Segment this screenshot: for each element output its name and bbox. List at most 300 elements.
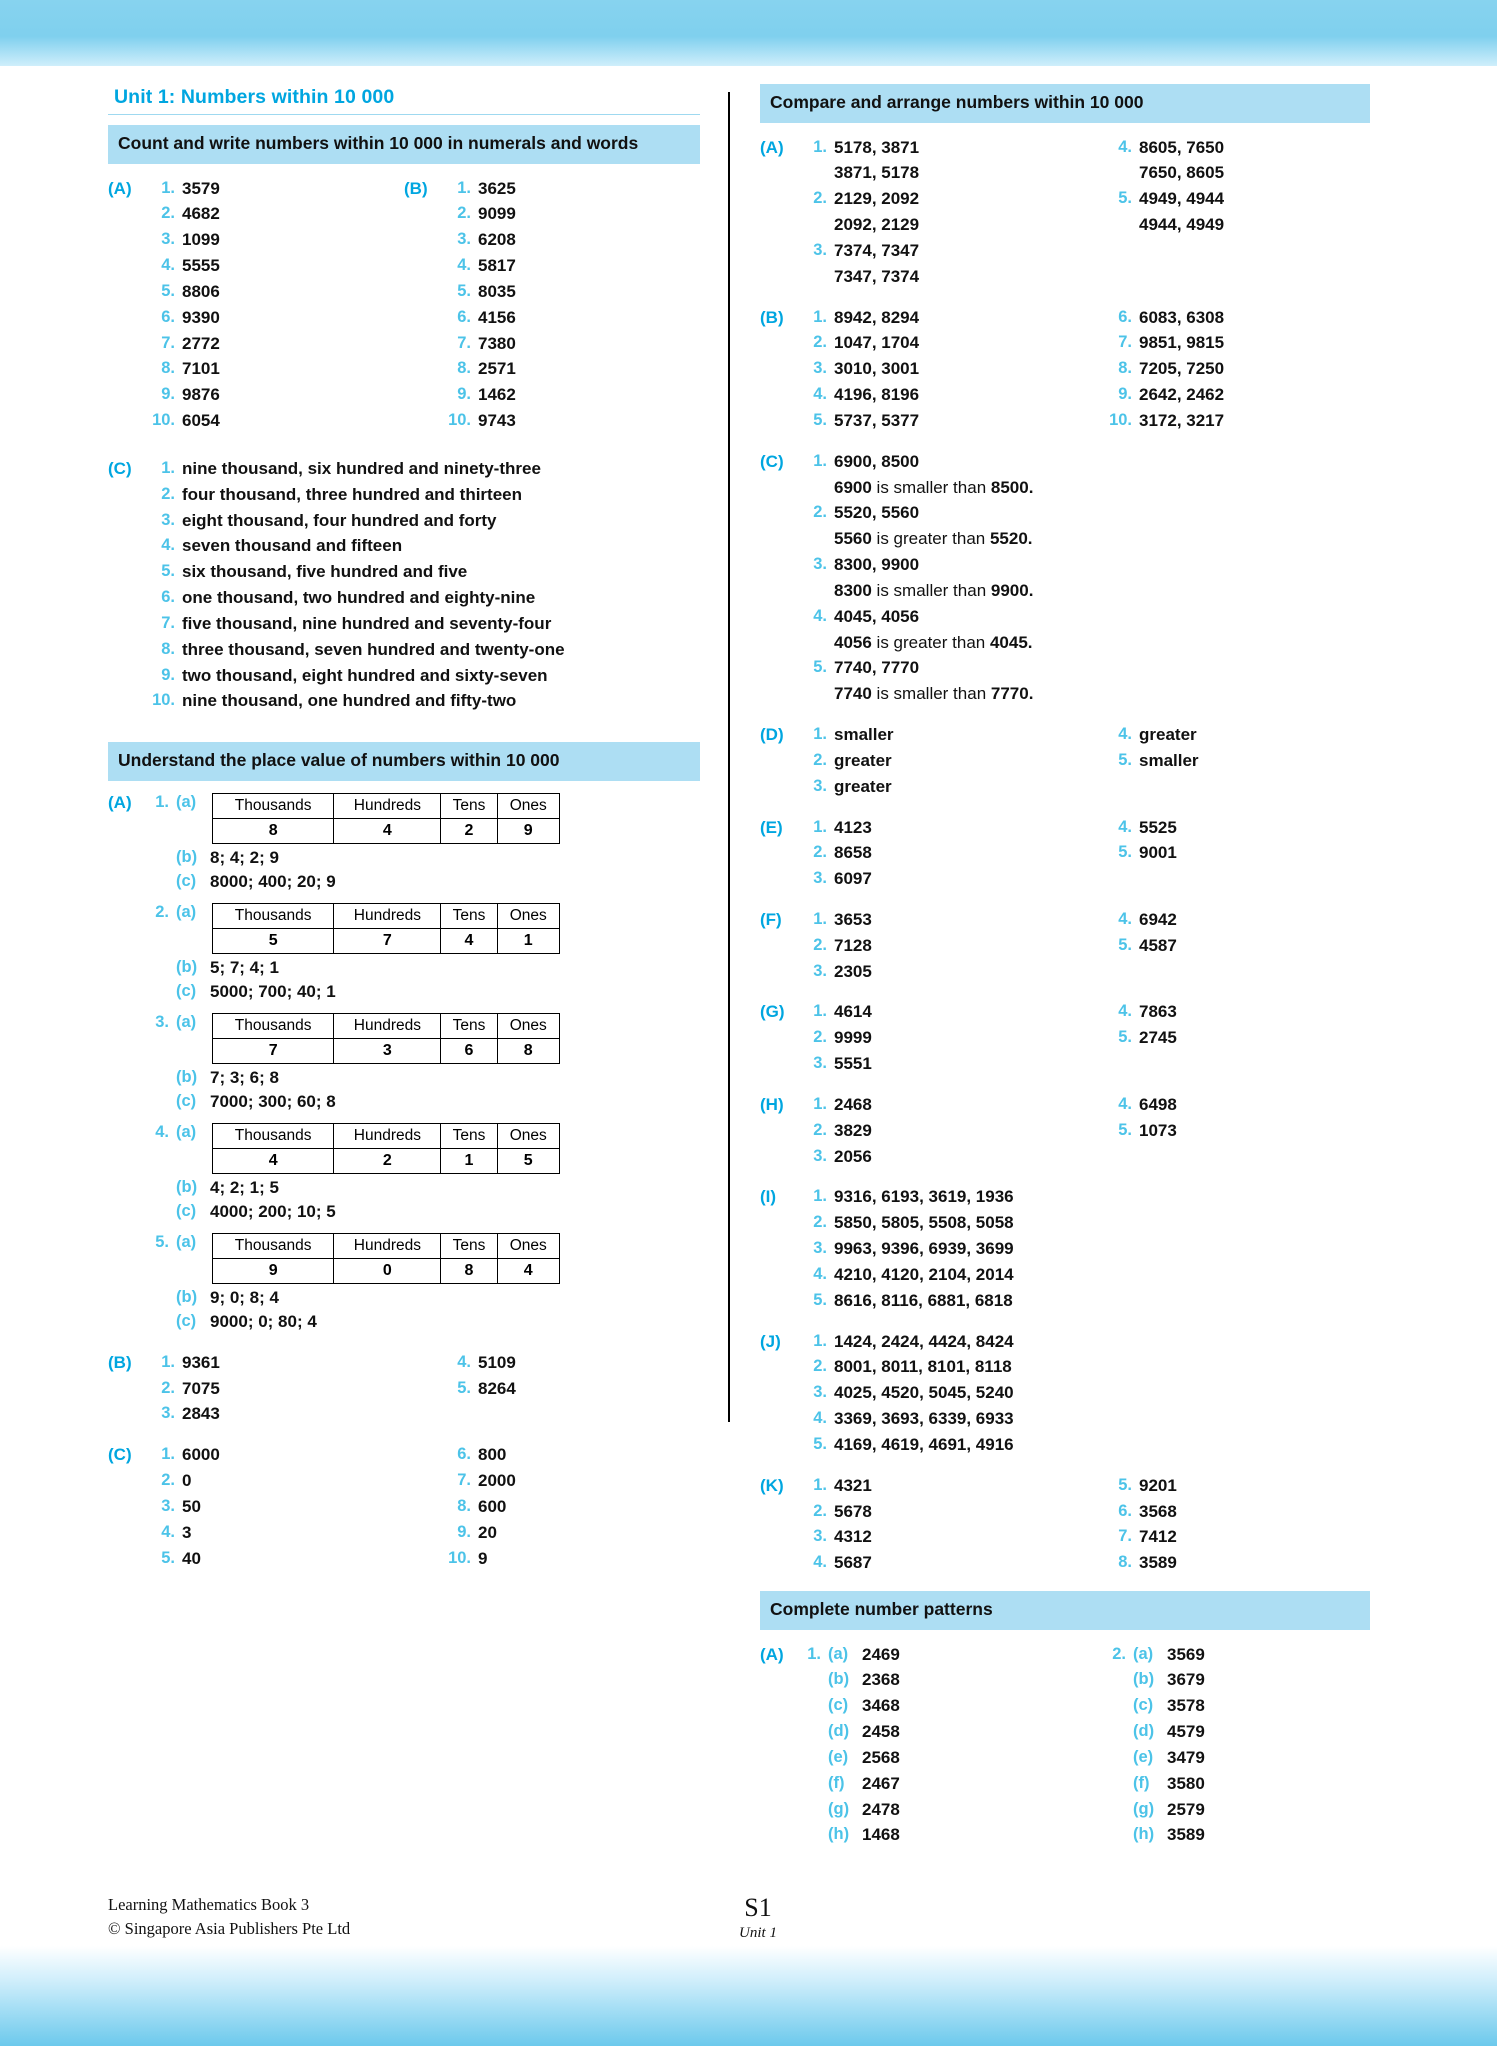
item-number: 5. (1118, 843, 1132, 862)
right-section-k-col1 (760, 1473, 1065, 1576)
answer-value: one thousand, two hundred and eighty-nine (182, 588, 536, 608)
digit-cell: 4 (213, 1148, 334, 1173)
item-number: 5. (1118, 935, 1132, 954)
item-number: 3. (161, 1496, 175, 1515)
item-number: 6. (1118, 307, 1132, 326)
answer-value: five thousand, nine hundred and seventy-four (182, 613, 552, 633)
answer-row (760, 212, 1065, 238)
spacer (108, 1178, 146, 1198)
answer-value: 1462 (478, 385, 516, 405)
right-column (730, 84, 1370, 1848)
item-number: 3. (161, 1404, 175, 1423)
answer-row (1065, 382, 1370, 408)
item-number: 8. (1118, 359, 1132, 378)
answer-row (760, 630, 1370, 656)
answer-row (760, 449, 1370, 475)
place-value-line (108, 1202, 700, 1222)
item-number: 4. (813, 1264, 827, 1283)
answer-value: 2092, 2129 (834, 215, 920, 235)
answer-value: 5850, 5805, 5508, 5058 (834, 1213, 1014, 1233)
footer-unit-label: Unit 1 (739, 1925, 777, 1941)
left-section-b2-block (108, 1350, 700, 1427)
item-number: 2. (813, 1213, 827, 1232)
pattern-letter: (b) (828, 1670, 850, 1689)
answer-value: 9316, 6193, 3619, 1936 (834, 1187, 1014, 1207)
sub-label: (b) (176, 1177, 198, 1196)
spacer (108, 892, 700, 903)
right-section-a-col2 (1065, 135, 1370, 290)
answer-row (760, 1329, 1370, 1355)
item-number: 5. (1118, 189, 1132, 208)
answer-value: 4944, 4949 (1139, 215, 1225, 235)
answer-value: 4210, 4120, 2104, 2014 (834, 1264, 1014, 1284)
item-number: 7. (457, 1471, 471, 1490)
place-value-item (108, 1123, 700, 1174)
section-label: (A) (108, 178, 132, 198)
answer-value: 9743 (478, 411, 516, 431)
answer-value: 3568 (1139, 1501, 1177, 1521)
item-number: 2. (155, 902, 169, 921)
pattern-row (760, 1693, 1065, 1719)
item-number: 8. (161, 639, 175, 658)
answer-value: 5000; 700; 40; 1 (210, 981, 336, 1001)
digit-cell: 2 (441, 818, 497, 843)
answer-row (108, 253, 404, 279)
table-row (213, 928, 560, 953)
compare-number-a: 4056 (834, 632, 872, 652)
spacer (146, 1202, 176, 1222)
pattern-row (760, 1745, 1065, 1771)
answer-value: nine thousand, one hundred and fifty-two (182, 691, 517, 711)
answer-row (1065, 933, 1370, 959)
answer-value: 2568 (862, 1747, 900, 1767)
column-header: Thousands (213, 1233, 334, 1258)
answer-value: 9851, 9815 (1139, 333, 1225, 353)
item-number: 1. (161, 458, 175, 477)
answer-row (1065, 356, 1370, 382)
item-number: 5. (1118, 1028, 1132, 1047)
section-heading-compare-arrange: Compare and arrange numbers within 10 000 (760, 84, 1370, 123)
answer-row (760, 907, 1065, 933)
column-header: Ones (497, 1013, 559, 1038)
item-number: 10. (152, 411, 175, 430)
digit-cell: 9 (213, 1258, 334, 1283)
answer-value: 5525 (1139, 817, 1177, 837)
answer-row (404, 227, 700, 253)
item-number: 3. (813, 869, 827, 888)
digit-cell: 7 (334, 928, 441, 953)
place-value-item (108, 1013, 700, 1064)
answer-row (760, 999, 1065, 1025)
item-number: 10. (152, 691, 175, 710)
column-header: Tens (441, 1233, 497, 1258)
item-number: 9. (1118, 385, 1132, 404)
answer-row (108, 305, 404, 331)
answer-value: 1099 (182, 230, 220, 250)
compare-phrase: is greater than (871, 529, 990, 549)
answer-value: 5; 7; 4; 1 (210, 957, 279, 977)
answer-row (760, 1184, 1370, 1210)
answer-value: 3578 (1167, 1696, 1205, 1716)
item-number: 4. (813, 1553, 827, 1572)
right-section-d-col2 (1065, 722, 1370, 799)
answer-value: 2000 (478, 1471, 516, 1491)
item-number: 5. (161, 1548, 175, 1567)
answer-value: 2129, 2092 (834, 189, 920, 209)
item-number: 2. (813, 1501, 827, 1520)
answer-value: 3625 (478, 178, 516, 198)
answer-value: 2772 (182, 333, 220, 353)
answer-value: 8658 (834, 843, 872, 863)
answer-value: 2458 (862, 1722, 900, 1742)
item-number: 4. (1118, 909, 1132, 928)
answer-value: 3479 (1167, 1747, 1205, 1767)
compare-number-b: 5520. (989, 529, 1033, 549)
answer-value (834, 526, 1033, 552)
answer-row (760, 1144, 1065, 1170)
item-number: 3. (457, 230, 471, 249)
item-number: 4. (1118, 725, 1132, 744)
table-header-row (213, 903, 560, 928)
right-section-i (760, 1184, 1370, 1313)
place-value-line (108, 1068, 700, 1088)
item-number: 2. (813, 935, 827, 954)
answer-value: 4682 (182, 204, 220, 224)
spacer (108, 1068, 146, 1088)
item-number: 8. (161, 359, 175, 378)
item-number: 1. (457, 178, 471, 197)
footer-book-title: Learning Mathematics Book 3 (108, 1894, 310, 1914)
item-number: 2. (813, 843, 827, 862)
answer-value: 2571 (478, 359, 516, 379)
answer-row (760, 356, 1065, 382)
answer-value: 9361 (182, 1352, 220, 1372)
place-value-table (212, 1013, 560, 1064)
pattern-row (760, 1797, 1065, 1823)
pattern-letter: (a) (828, 1644, 849, 1663)
answer-value: 9000; 0; 80; 4 (210, 1311, 317, 1331)
answer-value: 2368 (862, 1670, 900, 1690)
place-value-table (212, 793, 560, 844)
item-number: 2. (161, 1378, 175, 1397)
pattern-letter: (b) (1133, 1670, 1155, 1689)
item-number: 4. (1118, 1002, 1132, 1021)
item-number: 9. (161, 665, 175, 684)
item-number: 5. (1118, 1475, 1132, 1494)
item-number: 2. (161, 1471, 175, 1490)
pattern-row (1065, 1745, 1370, 1771)
item-number: 3. (155, 1012, 169, 1031)
spacer (108, 848, 146, 868)
right-section-j (760, 1329, 1370, 1458)
answer-row (760, 135, 1065, 161)
footer-copyright: © Singapore Asia Publishers Pte Ltd (108, 1919, 351, 1939)
sub-label-a: (a) (176, 1232, 197, 1251)
compare-number-a: 8300 (834, 580, 872, 600)
left-section-b (404, 176, 700, 434)
column-header: Ones (497, 1123, 559, 1148)
place-value-item (108, 1233, 700, 1284)
left-section-b2-col2 (404, 1350, 700, 1427)
spacer (108, 982, 146, 1002)
answer-row (760, 186, 1065, 212)
digit-cell: 0 (334, 1258, 441, 1283)
answer-value: 4000; 200; 10; 5 (210, 1201, 336, 1221)
item-number: 1. (813, 1094, 827, 1113)
answer-row (108, 559, 700, 585)
spacer (108, 1312, 146, 1332)
column-header: Hundreds (334, 1123, 441, 1148)
item-number: 1. (813, 817, 827, 836)
answer-row (760, 1499, 1065, 1525)
pattern-letter: (c) (828, 1696, 849, 1715)
answer-value: 1047, 1704 (834, 333, 920, 353)
digit-cell: 8 (213, 818, 334, 843)
patterns-block (760, 1642, 1370, 1849)
answer-value: 8806 (182, 281, 220, 301)
answer-value: four thousand, three hundred and thirteen (182, 484, 522, 504)
answer-value: 20 (478, 1522, 497, 1542)
answer-value: 3679 (1167, 1670, 1205, 1690)
right-section-b-block (760, 305, 1370, 434)
answer-value: 9201 (1139, 1475, 1177, 1495)
answer-row (1065, 1092, 1370, 1118)
answer-row (108, 279, 404, 305)
answer-row (1065, 305, 1370, 331)
answer-row (760, 1550, 1065, 1576)
digit-cell: 4 (441, 928, 497, 953)
right-section-k-block (760, 1473, 1370, 1576)
answer-row (108, 482, 700, 508)
answer-row (108, 1546, 404, 1572)
compare-number-b: 4045. (989, 632, 1033, 652)
table-row (213, 1258, 560, 1283)
item-number: 2. (457, 204, 471, 223)
answer-row (760, 526, 1370, 552)
answer-row (760, 408, 1065, 434)
answer-row (760, 815, 1065, 841)
answer-value: two thousand, eight hundred and sixty-seven (182, 665, 548, 685)
sub-label-a: (a) (176, 902, 197, 921)
answer-row (760, 238, 1065, 264)
pattern-row (1065, 1667, 1370, 1693)
answer-value: 3468 (862, 1696, 900, 1716)
sub-label: (b) (176, 847, 198, 866)
section-label: (B) (404, 178, 428, 198)
spacer (108, 1002, 700, 1013)
right-section-g-col2 (1065, 999, 1370, 1076)
footer-credits (108, 1893, 668, 1943)
table-header-row (213, 793, 560, 818)
item-number: 10. (1109, 410, 1132, 429)
answer-value: 2467 (862, 1773, 900, 1793)
answer-value: 2056 (834, 1146, 872, 1166)
compare-phrase: is smaller than (871, 477, 991, 497)
place-value-item (108, 793, 700, 844)
place-value-table (212, 903, 560, 954)
answer-value: 9001 (1139, 843, 1177, 863)
item-number: 6. (457, 1445, 471, 1464)
left-section-c2-col1 (108, 1442, 404, 1571)
answer-row (404, 1546, 700, 1572)
spacer (146, 1068, 176, 1088)
answer-value: 2745 (1139, 1028, 1177, 1048)
item-number: 4. (1118, 1094, 1132, 1113)
digit-cell: 6 (441, 1038, 497, 1063)
answer-value: greater (834, 750, 892, 770)
item-number: 1. (813, 909, 827, 928)
pattern-letter: (d) (828, 1722, 850, 1741)
right-section-d-col1 (760, 722, 1065, 799)
right-section-a-col1 (760, 135, 1065, 290)
item-number: 1. (807, 1644, 821, 1663)
sub-label: (c) (176, 981, 197, 1000)
answer-row (760, 748, 1065, 774)
answer-value: 8; 4; 2; 9 (210, 847, 279, 867)
item-number: 7. (161, 613, 175, 632)
pattern-row (1065, 1797, 1370, 1823)
answer-row (760, 1092, 1065, 1118)
spacer (146, 872, 176, 892)
item-number: 3. (813, 1239, 827, 1258)
item-number: 2. (161, 204, 175, 223)
item-number: 2. (1112, 1644, 1126, 1663)
section-label: (G) (760, 1002, 785, 1022)
answer-row (760, 604, 1370, 630)
pattern-letter: (h) (828, 1825, 850, 1844)
answer-row (1065, 212, 1370, 238)
table-row (213, 1148, 560, 1173)
section-label: (B) (108, 1352, 132, 1372)
unit-title: Unit 1: Numbers within 10 000 (108, 84, 700, 115)
answer-value: 3589 (1139, 1553, 1177, 1573)
answer-row (760, 722, 1065, 748)
pattern-letter: (d) (1133, 1722, 1155, 1741)
item-number: 8. (457, 359, 471, 378)
pattern-letter: (e) (1133, 1747, 1154, 1766)
answer-value: 2579 (1167, 1799, 1205, 1819)
answer-row (108, 456, 700, 482)
answer-row (760, 330, 1065, 356)
spacer (108, 1112, 700, 1123)
answer-value: 7863 (1139, 1002, 1177, 1022)
answer-row (108, 611, 700, 637)
section-label: (A) (108, 792, 132, 812)
bottom-decorative-band (0, 1946, 1497, 2046)
answer-value: 4321 (834, 1475, 872, 1495)
answer-row (108, 356, 404, 382)
right-section-f-col1 (760, 907, 1065, 984)
spacer (108, 1222, 700, 1233)
right-section-e-col2 (1065, 815, 1370, 892)
answer-value: greater (834, 776, 892, 796)
item-number: 1. (161, 178, 175, 197)
item-number: 5. (161, 562, 175, 581)
answer-value: 6900, 8500 (834, 451, 920, 471)
column-header: Tens (441, 793, 497, 818)
item-number: 1. (813, 1187, 827, 1206)
answer-value: 5520, 5560 (834, 503, 920, 523)
answer-value: 2469 (862, 1644, 900, 1664)
spacer (146, 982, 176, 1002)
footer-page-info (668, 1893, 848, 1942)
answer-value: 3871, 5178 (834, 163, 920, 183)
sub-label: (c) (176, 1201, 197, 1220)
column-header: Tens (441, 1123, 497, 1148)
answer-value: 3579 (182, 178, 220, 198)
spacer (146, 958, 176, 978)
right-section-d-block (760, 722, 1370, 799)
answer-row (760, 160, 1065, 186)
answer-value: 600 (478, 1496, 507, 1516)
answer-value: 8942, 8294 (834, 307, 920, 327)
answer-value: 3010, 3001 (834, 359, 920, 379)
section-label: (I) (760, 1187, 777, 1207)
answer-value: 2843 (182, 1404, 220, 1424)
two-column-layout (108, 84, 1425, 1848)
answer-row (108, 688, 700, 714)
digit-cell: 4 (334, 818, 441, 843)
item-number: 2. (813, 750, 827, 769)
right-section-c (760, 449, 1370, 707)
answer-row (1065, 1550, 1370, 1576)
item-number: 4. (1118, 137, 1132, 156)
digit-cell: 8 (441, 1258, 497, 1283)
column-header: Tens (441, 903, 497, 928)
column-header: Ones (497, 903, 559, 928)
answer-row (1065, 1118, 1370, 1144)
answer-value: 7347, 7374 (834, 266, 920, 286)
left-column (108, 84, 728, 1848)
answer-value: 6498 (1139, 1094, 1177, 1114)
item-number: 3. (813, 240, 827, 259)
answer-value: nine thousand, six hundred and ninety-three (182, 458, 541, 478)
answer-row (1065, 135, 1370, 161)
left-section-c2-block (108, 1442, 700, 1571)
section-heading-place-value: Understand the place value of numbers within 10 000 (108, 742, 700, 781)
answer-row (760, 655, 1370, 681)
answer-value: 4169, 4619, 4691, 4916 (834, 1434, 1014, 1454)
answer-value: 9999 (834, 1028, 872, 1048)
answer-row (404, 253, 700, 279)
item-number: 3. (813, 776, 827, 795)
place-value-line (108, 1312, 700, 1332)
compare-number-b: 8500. (990, 477, 1034, 497)
left-numerals-block (108, 176, 700, 434)
column-header: Hundreds (334, 1233, 441, 1258)
item-number: 1. (813, 451, 827, 470)
item-number: 3. (813, 961, 827, 980)
answer-value: 7374, 7347 (834, 240, 920, 260)
page-content (0, 66, 1497, 1946)
item-number: 5. (155, 1232, 169, 1251)
answer-value: 1073 (1139, 1120, 1177, 1140)
answer-value: 2642, 2462 (1139, 385, 1225, 405)
table-header-row (213, 1233, 560, 1258)
pattern-row (1065, 1771, 1370, 1797)
answer-row (1065, 186, 1370, 212)
answer-value: 1424, 2424, 4424, 8424 (834, 1331, 1014, 1351)
place-value-line (108, 1288, 700, 1308)
page-footer (108, 1893, 1398, 1943)
answer-value: 4587 (1139, 935, 1177, 955)
top-decorative-band (0, 0, 1497, 66)
item-number: 3. (813, 1054, 827, 1073)
answer-row (760, 305, 1065, 331)
place-value-line (108, 958, 700, 978)
answer-row (1065, 722, 1370, 748)
right-section-k-col2 (1065, 1473, 1370, 1576)
